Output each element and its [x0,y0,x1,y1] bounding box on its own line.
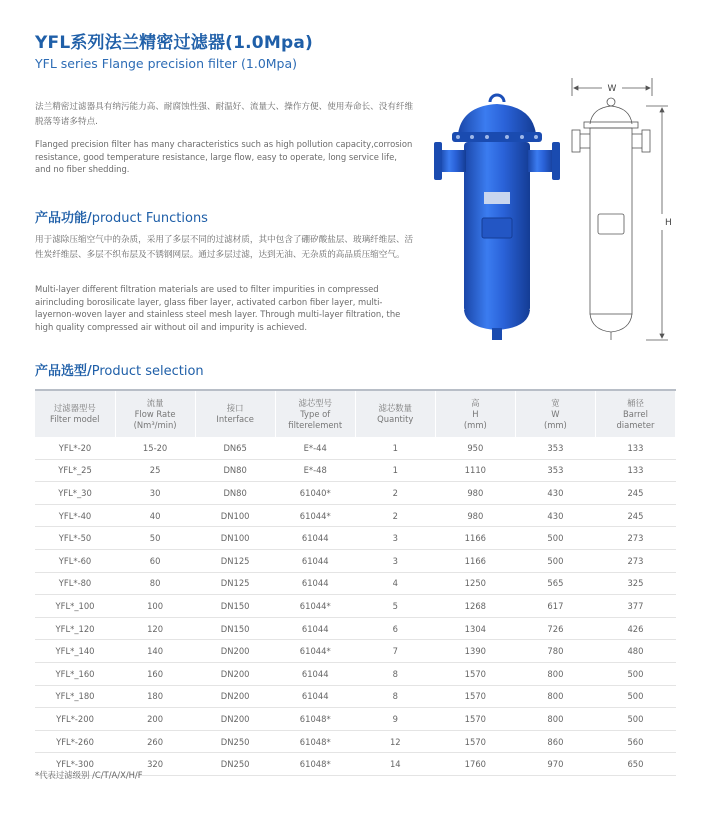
table-cell: 426 [595,617,675,640]
table-cell: 9 [355,708,435,731]
table-cell: 500 [595,685,675,708]
table-cell: YFL*_160 [35,662,115,685]
table-cell: 430 [515,482,595,505]
table-cell: 2 [355,482,435,505]
table-cell: YFL*_140 [35,640,115,663]
selection-heading-cn: 产品选型/ [35,364,92,379]
table-cell: 500 [515,527,595,550]
table-cell: 950 [435,437,515,459]
column-header-line: 桶径 [627,397,644,408]
table-cell: DN200 [195,685,275,708]
table-cell: 780 [515,640,595,663]
table-cell: 273 [595,549,675,572]
table-cell: DN150 [195,617,275,640]
table-cell: DN100 [195,527,275,550]
table-cell: DN125 [195,549,275,572]
table-row [35,459,676,482]
table-cell: YFL*_120 [35,617,115,640]
table-cell: 980 [435,482,515,505]
table-cell: 860 [515,730,595,753]
table-cell: 8 [355,662,435,685]
table-cell: 61040* [275,482,355,505]
table-cell: 800 [515,708,595,731]
table-cell: 1268 [435,595,515,618]
table-cell: 1570 [435,708,515,731]
column-header [435,390,515,437]
table-cell: 61044* [275,640,355,663]
page-title: YFL系列法兰精密过滤器(1.0Mpa) [35,33,313,53]
table-cell: 160 [115,662,195,685]
table-cell: 133 [595,437,675,459]
filter-product-image [432,92,562,344]
table-cell: 500 [595,662,675,685]
table-cell: 377 [595,595,675,618]
column-header-line: Barrel [623,408,648,419]
table-cell: 4 [355,572,435,595]
table-cell: DN200 [195,662,275,685]
table-cell: 325 [595,572,675,595]
column-header [115,390,195,437]
selection-heading [35,360,204,379]
table-cell: DN80 [195,482,275,505]
table-cell: 61044* [275,595,355,618]
table-cell: DN200 [195,640,275,663]
table-cell: 353 [515,437,595,459]
table-cell: 61044 [275,572,355,595]
column-header [355,390,435,437]
table-cell: DN65 [195,437,275,459]
table-cell: 80 [115,572,195,595]
table-cell: YFL*-60 [35,549,115,572]
table-cell: 12 [355,730,435,753]
table-cell: DN100 [195,504,275,527]
functions-heading-en: product Functions [91,211,208,226]
column-header [195,390,275,437]
column-header-line: W [551,408,560,419]
column-header-line: H [472,408,479,419]
table-row [35,572,676,595]
column-header [275,390,355,437]
table-cell: DN125 [195,572,275,595]
functions-text-en: Multi-layer different filtration materials are used to filter impurities in compressed airincluding borosilicate layer, glass fiber layer, activated carbon fiber layer, multi-layernon-woven layer and stainless steel mesh layer. Through multi-layer filtration, the high quality compressed air without oil and impurity is achieved. [35,284,401,332]
table-cell: DN250 [195,753,275,776]
column-header-line: (mm) [543,419,567,430]
table-cell: YFL*-80 [35,572,115,595]
table-row [35,549,676,572]
table-cell: 14 [355,753,435,776]
column-header-line: 滤芯数量 [378,403,413,413]
width-label: W [607,84,617,94]
table-cell: 200 [115,708,195,731]
table-cell: 100 [115,595,195,618]
table-cell: 61044 [275,549,355,572]
footnote: *代表过滤级别 /C/T/A/X/H/F [35,770,143,780]
column-header [595,390,675,437]
table-cell: 800 [515,685,595,708]
table-cell: DN150 [195,595,275,618]
table-cell: 1110 [435,459,515,482]
table-cell: 1570 [435,662,515,685]
table-cell: 500 [515,549,595,572]
column-header-line: Interface [216,414,254,424]
column-header-line: 流量 [146,397,164,408]
table-cell: 1 [355,459,435,482]
table-cell: 61044* [275,504,355,527]
table-cell: 320 [115,753,195,776]
table-cell: YFL*-200 [35,708,115,731]
table-cell: 1250 [435,572,515,595]
column-header-line: diameter [616,419,655,430]
table-cell: 1390 [435,640,515,663]
table-cell: 6 [355,617,435,640]
column-header-line: 过滤器型号 [53,403,96,413]
table-row [35,685,676,708]
height-label: H [665,218,672,228]
table-cell: 617 [515,595,595,618]
table-cell: 1304 [435,617,515,640]
column-header-line: (mm) [463,419,487,430]
product-selection-table [35,389,676,776]
table-cell: 61048* [275,753,355,776]
table-cell: 353 [515,459,595,482]
table-row [35,527,676,550]
table-cell: 565 [515,572,595,595]
table-cell: 133 [595,459,675,482]
table-cell: 61044 [275,685,355,708]
table-cell: 726 [515,617,595,640]
table-cell: 8 [355,685,435,708]
column-header [515,390,595,437]
table-cell: 245 [595,504,675,527]
table-cell: YFL*_180 [35,685,115,708]
column-header-line: (Nm³/min) [133,419,177,430]
column-header-line: 高 [471,397,480,408]
table-cell: YFL*-260 [35,730,115,753]
table-cell: 15-20 [115,437,195,459]
table-cell: YFL*_30 [35,482,115,505]
table-cell: DN80 [195,459,275,482]
table-row [35,437,676,459]
column-header-line: Type of [300,408,331,419]
table-row [35,504,676,527]
table-cell: YFL*-50 [35,527,115,550]
column-header-line: Filter model [50,414,100,424]
table-cell: YFL*-20 [35,437,115,459]
table-row [35,617,676,640]
column-header-line: 宽 [551,397,560,408]
table-cell: 60 [115,549,195,572]
page-subtitle: YFL series Flange precision filter (1.0Mpa) [35,56,298,71]
table-cell: DN250 [195,730,275,753]
table-cell: 1 [355,437,435,459]
table-cell: 5 [355,595,435,618]
table-cell: 30 [115,482,195,505]
table-cell: 260 [115,730,195,753]
table-cell: 25 [115,459,195,482]
table-cell: YFL*-300 [35,753,115,776]
column-header-line: Quantity [377,414,414,424]
table-cell: 3 [355,549,435,572]
table-cell: 1570 [435,730,515,753]
table-row [35,640,676,663]
table-header-row [35,390,676,437]
filter-dimension-drawing [568,78,698,348]
selection-heading-en: Product selection [91,364,204,379]
table-cell: 40 [115,504,195,527]
table-cell: YFL*_100 [35,595,115,618]
table-row [35,730,676,753]
column-header [35,390,115,437]
table-cell: YFL*_25 [35,459,115,482]
table-cell: 980 [435,504,515,527]
functions-text-cn: 用于滤除压缩空气中的杂质，采用了多层不同的过滤材质，其中包含了硼矽酸盐层、玻璃纤维层、活性炭纤维层、多层不织布层及不锈钢网层。通过多层过滤，达到无油、无杂质的高品质压缩空气。 [35,235,414,260]
table-cell: E*-48 [275,459,355,482]
table-cell: 500 [595,708,675,731]
table-row [35,708,676,731]
table-row [35,595,676,618]
table-cell: 560 [595,730,675,753]
table-cell: 50 [115,527,195,550]
table-cell: 970 [515,753,595,776]
table-cell: E*-44 [275,437,355,459]
table-cell: 800 [515,662,595,685]
table-cell: 1760 [435,753,515,776]
table-cell: 273 [595,527,675,550]
column-header-line: filterelement [288,419,343,430]
column-header-line: Flow Rate [134,408,176,419]
table-cell: 61044 [275,527,355,550]
column-header-line: 滤芯型号 [298,397,332,408]
table-cell: 140 [115,640,195,663]
table-cell: 430 [515,504,595,527]
functions-heading-cn: 产品功能/ [35,211,92,226]
table-cell: 3 [355,527,435,550]
table-cell: 61048* [275,708,355,731]
table-cell: DN200 [195,708,275,731]
table-cell: 7 [355,640,435,663]
table-cell: 120 [115,617,195,640]
table-cell: 61044 [275,617,355,640]
functions-heading [35,207,208,226]
table-row [35,482,676,505]
table-cell: 245 [595,482,675,505]
table-cell: 650 [595,753,675,776]
column-header-line: 接口 [226,403,244,413]
table-cell: 1166 [435,549,515,572]
table-cell: 1570 [435,685,515,708]
table-cell: 1166 [435,527,515,550]
table-row [35,662,676,685]
table-cell: YFL*-40 [35,504,115,527]
intro-text-en: Flanged precision filter has many characteristics such as high pollution capacity,corrosion resistance, good temperature resistance, large flow, easy to operate, long service life, and no fiber shedding. [35,139,413,174]
table-cell: 61048* [275,730,355,753]
table-cell: 480 [595,640,675,663]
table-cell: 61044 [275,662,355,685]
intro-text-cn: 法兰精密过滤器具有纳污能力高、耐腐蚀性强、耐温好、流量大、操作方便、使用寿命长、没有纤维脱落等诸多特点. [35,102,414,127]
table-cell: 2 [355,504,435,527]
table-cell: 180 [115,685,195,708]
